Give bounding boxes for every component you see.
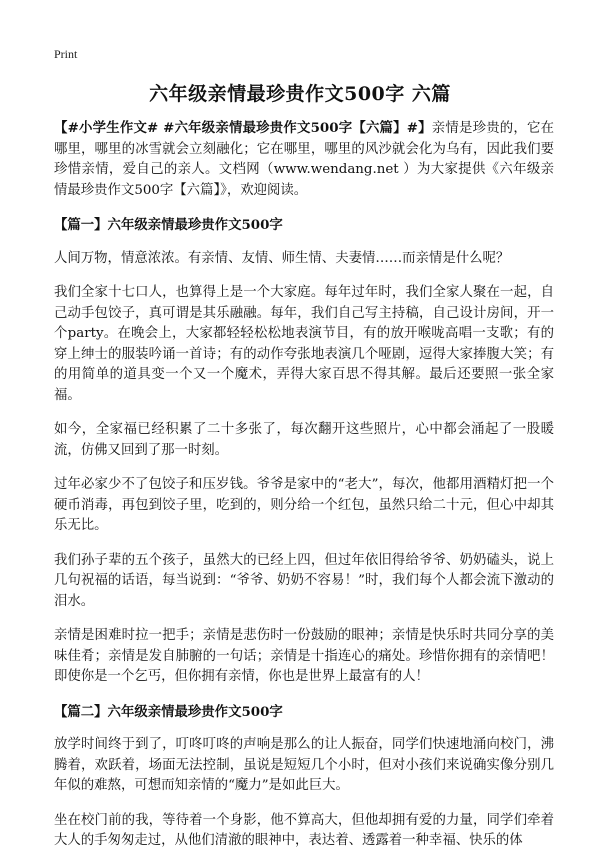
paragraph: 亲情是困难时拉一把手；亲情是悲伤时一份鼓励的眼神；亲情是快乐时共同分享的美味佳肴；亲情是发自肺腑的一句话；亲情是十指连心的痛处。珍惜你拥有的亲情吧！即使你是一个乞丐，但你拥有亲情，你也是世界上最富有的人！ (54, 628, 554, 684)
paragraph: 我们全家十七口人，也算得上是一个大家庭。每年过年时，我们全家人聚在一起，自己动手包饺子，真可谓是其乐融融。每年，我们自己写主持稿，自己设计房间，开一个party。在晚会上，大家都轻轻松松地表演节目，有的放开喉咙高唱一支歌；有的穿上绅士的服装吟诵一首诗；有的动作夸张地表演几个哑剧，逗得大家捧腹大笑；有的用简单的道具变一个又一个魔术，弄得大家百思不得其解。最后还要照一张全家福。 (54, 285, 554, 403)
paragraph: 放学时间终于到了，叮咚叮咚的声响是那么的让人振奋，同学们快速地涌向校门，沸腾着，欢跃着，场面无法控制，虽说是短短几个小时，但对小孩们来说确实像分别几年似的难熬，可想而知亲情的“魔力”是如此巨大。 (54, 737, 554, 793)
intro-paragraph (54, 118, 554, 201)
document-title: 六年级亲情最珍贵作文500字 六篇 (149, 83, 451, 105)
intro-text: 亲情是珍贵的，它在哪里，哪里的冰雪就会立刻融化；它在哪里，哪里的风沙就会化为乌有，因此我们要珍惜亲情，爱自己的亲人。文档网（www.wendang.net ）为大家提供《六年级亲情最珍贵作文500字【六篇】》，欢迎阅读。 (54, 121, 555, 198)
paragraph: 人间万物，情意浓浓。有亲情、友情、师生情、夫妻情……而亲情是什么呢？ (54, 250, 510, 266)
paragraph: 过年必家少不了包饺子和压岁钱。爷爷是家中的“老大”，每次，他都用酒精灯把一个硬币消毒，再包到饺子里，吃到的，则分给一个红包，虽然只给二十元，但心中却其乐无比。 (54, 477, 554, 533)
section-heading-1: 【篇一】六年级亲情最珍贵作文500字 (54, 217, 283, 233)
section-heading-2: 【篇二】六年级亲情最珍贵作文500字 (54, 703, 283, 720)
intro-tag: 【#小学生作文# #六年级亲情最珍贵作文500字【六篇】#】 (54, 120, 432, 136)
paragraph: 我们孙子辈的五个孩子，虽然大的已经上四，但过年依旧得给爷爷、奶奶磕头，说上几句祝福的话语，每当说到：“爷爷、奶奶不容易！”时，我们每个人都会流下激动的泪水。 (54, 552, 554, 609)
document-body (54, 118, 554, 866)
paragraph: 坐在校门前的我，等待着一个身影，他不算高大，但他却拥有爱的力量，同学们牵着大人的手匆匆走过，从他们清澈的眼神中，表达着、透露着一种幸福、快乐的体 (54, 812, 554, 848)
paragraph: 如今，全家福已经积累了二十多张了，每次翻开这些照片，心中都会涌起了一股暖流，仿佛又回到了那一时刻。 (54, 422, 554, 458)
print-link[interactable]: Print (54, 47, 78, 61)
